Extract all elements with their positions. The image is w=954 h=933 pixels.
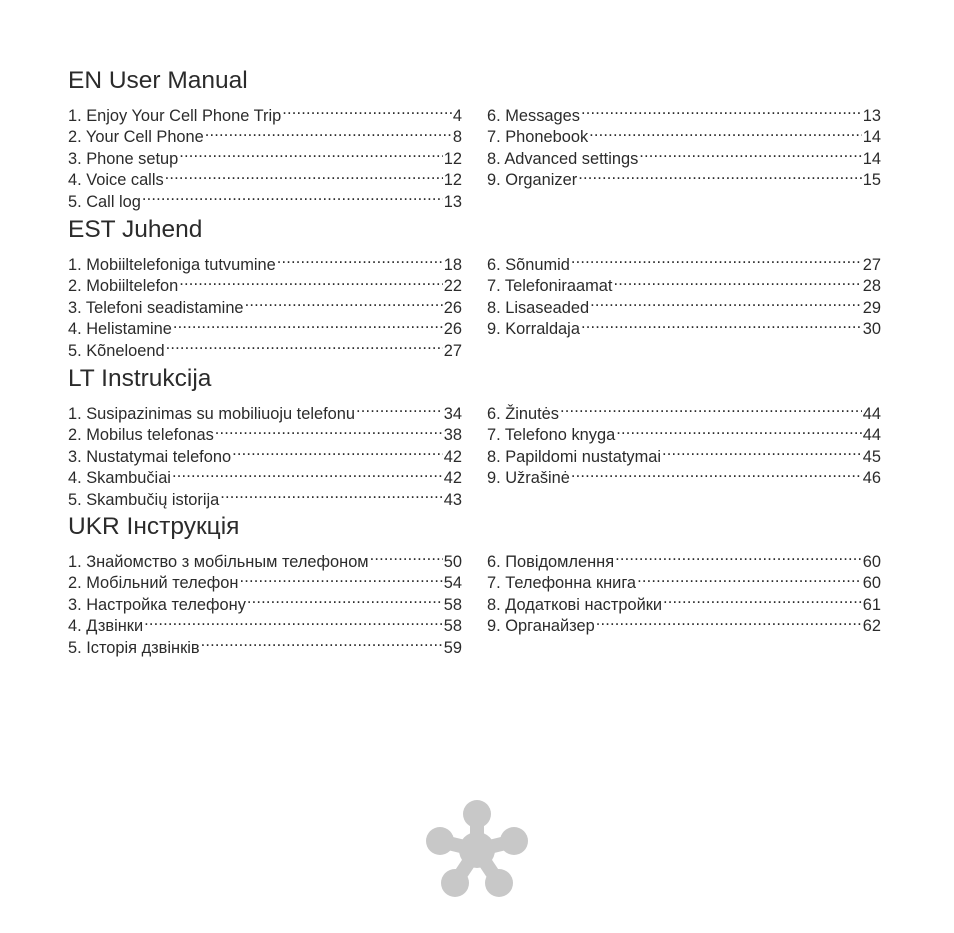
toc-entry-title: 6. Žinutės <box>487 404 559 423</box>
dot-leader <box>215 419 443 441</box>
dot-leader <box>637 567 862 589</box>
toc-entry-title: 4. Voice calls <box>68 171 164 189</box>
dot-leader <box>172 462 443 484</box>
toc-entry-title: 9. Korraldaja <box>487 320 580 338</box>
toc-entry-title: 6. Sõnumid <box>487 255 570 274</box>
toc-entry-title: 2. Мобільний телефон <box>68 574 239 592</box>
toc-entry-page-number: 14 <box>862 128 881 146</box>
toc-entry-title: 2. Mobiiltelefon <box>68 277 179 295</box>
toc-section <box>68 365 881 509</box>
toc-section <box>68 513 881 657</box>
toc-entry-page-number: 58 <box>443 595 462 614</box>
toc-entry[interactable] <box>487 99 881 125</box>
toc-column-left <box>68 248 462 360</box>
toc-entry-page-number: 15 <box>862 171 881 189</box>
toc-entry-title: 5. Kõneloend <box>68 341 165 360</box>
dot-leader <box>205 121 452 143</box>
dot-leader <box>596 610 862 632</box>
toc-entry-page-number: 22 <box>443 277 462 295</box>
toc-entry-page-number: 13 <box>862 106 881 125</box>
dot-leader <box>173 313 443 335</box>
dot-leader <box>142 185 443 207</box>
toc-entry-title: 4. Дзвінки <box>68 617 144 635</box>
toc-entry-title: 5. Skambučių istorija <box>68 490 220 509</box>
toc-entry-page-number: 50 <box>443 552 462 571</box>
dot-leader <box>571 462 862 484</box>
toc-entry-page-number: 30 <box>862 320 881 338</box>
toc-entry-title: 8. Додаткові настройки <box>487 595 663 614</box>
toc-entry-title: 8. Advanced settings <box>487 149 639 168</box>
dot-leader <box>578 164 862 186</box>
toc-entry-page-number: 29 <box>862 298 881 317</box>
toc-column-right <box>487 545 881 635</box>
dot-leader <box>615 545 862 567</box>
toc-column-left <box>68 545 462 657</box>
toc-entry-page-number: 27 <box>443 341 462 360</box>
toc-column-right <box>487 248 881 338</box>
toc-column-right <box>487 397 881 487</box>
toc-entry-page-number: 14 <box>862 149 881 168</box>
toc-entry-page-number: 54 <box>443 574 462 592</box>
toc-entry-title: 1. Знайомство з мобільным телефоном <box>68 552 369 571</box>
toc-entry-title: 3. Nustatymai telefono <box>68 447 232 466</box>
dot-leader <box>356 397 443 419</box>
toc-entry[interactable] <box>487 397 881 423</box>
toc-entry-title: 7. Phonebook <box>487 128 589 146</box>
dot-leader <box>613 270 861 292</box>
toc-entry-title: 9. Organizer <box>487 171 578 189</box>
dot-leader <box>639 142 862 164</box>
toc-section <box>68 67 881 211</box>
toc-entry-page-number: 59 <box>443 638 462 657</box>
dot-leader <box>247 588 443 610</box>
toc-entry-page-number: 58 <box>443 617 462 635</box>
toc-entry[interactable] <box>68 99 462 125</box>
toc-entry-page-number: 27 <box>862 255 881 274</box>
toc-entry-title: 1. Enjoy Your Cell Phone Trip <box>68 106 282 125</box>
dot-leader <box>282 99 452 121</box>
toc-entry-title: 4. Helistamine <box>68 320 172 338</box>
toc-entry-title: 2. Mobilus telefonas <box>68 426 214 444</box>
toc-entry-page-number: 18 <box>443 255 462 274</box>
toc-entry-title: 4. Skambučiai <box>68 469 171 487</box>
dot-leader <box>581 99 862 121</box>
dot-leader <box>662 440 862 462</box>
toc-column-left <box>68 99 462 211</box>
toc-entry-page-number: 12 <box>443 149 462 168</box>
dot-leader <box>245 291 443 313</box>
toc-entry-title: 6. Повідомлення <box>487 552 615 571</box>
section-title: EN User Manual <box>68 67 248 94</box>
toc-entry-page-number: 4 <box>452 106 462 125</box>
toc-entry-page-number: 28 <box>862 277 881 295</box>
dot-leader <box>277 248 443 270</box>
toc-entry-page-number: 44 <box>862 404 881 423</box>
toc-section <box>68 216 881 360</box>
toc-column-right <box>487 99 881 189</box>
toc-entry-page-number: 38 <box>443 426 462 444</box>
toc-entry-page-number: 60 <box>862 574 881 592</box>
toc-entry[interactable] <box>68 545 462 571</box>
toc-entry-page-number: 42 <box>443 447 462 466</box>
dot-leader <box>144 610 443 632</box>
toc-entry-page-number: 45 <box>862 447 881 466</box>
flower-logo-icon <box>420 798 534 898</box>
toc-column-left <box>68 397 462 509</box>
dot-leader <box>589 121 862 143</box>
dot-leader <box>616 419 862 441</box>
toc-entry-title: 7. Telefoniraamat <box>487 277 613 295</box>
toc-entry-page-number: 34 <box>443 404 462 423</box>
dot-leader <box>179 142 442 164</box>
toc-entry-title: 8. Lisaseaded <box>487 298 590 317</box>
toc-entry[interactable] <box>68 248 462 274</box>
dot-leader <box>560 397 862 419</box>
section-title: LT Instrukcija <box>68 365 212 392</box>
dot-leader <box>370 545 443 567</box>
toc-entry-page-number: 60 <box>862 552 881 571</box>
toc-entry-page-number: 26 <box>443 320 462 338</box>
section-title: EST Juhend <box>68 216 203 243</box>
dot-leader <box>166 334 443 356</box>
toc-entry-title: 3. Phone setup <box>68 149 179 168</box>
toc-entry-title: 9. Органайзер <box>487 617 595 635</box>
toc-entry-page-number: 46 <box>862 469 881 487</box>
toc-entry-title: 1. Mobiiltelefoniga tutvumine <box>68 255 276 274</box>
dot-leader <box>179 270 443 292</box>
toc-entry-title: 1. Susipazinimas su mobiliuoju telefonu <box>68 404 355 423</box>
dot-leader <box>581 313 862 335</box>
dot-leader <box>663 588 862 610</box>
section-title: UKR Інструкція <box>68 513 240 540</box>
toc-entry-page-number: 12 <box>443 171 462 189</box>
dot-leader <box>590 291 862 313</box>
dot-leader <box>239 567 442 589</box>
toc-entry-page-number: 13 <box>443 192 462 211</box>
toc-entry-page-number: 8 <box>452 128 462 146</box>
toc-entry[interactable] <box>487 545 881 571</box>
toc-entry[interactable] <box>487 248 881 274</box>
toc-entry-page-number: 44 <box>862 426 881 444</box>
toc-entry-title: 3. Telefoni seadistamine <box>68 298 244 317</box>
toc-entry-title: 7. Telefono knyga <box>487 426 616 444</box>
toc-entry-page-number: 43 <box>443 490 462 509</box>
dot-leader <box>201 631 443 653</box>
toc-entry-title: 8. Papildomi nustatymai <box>487 447 662 466</box>
toc-entry-page-number: 42 <box>443 469 462 487</box>
toc-entry-title: 6. Messages <box>487 106 580 125</box>
toc-entry-page-number: 61 <box>862 595 881 614</box>
toc-entry-title: 7. Телефонна книга <box>487 574 637 592</box>
toc-entry-title: 2. Your Cell Phone <box>68 128 204 146</box>
toc-entry-page-number: 26 <box>443 298 462 317</box>
toc-entry-title: 5. Call log <box>68 192 141 211</box>
toc-entry-title: 3. Настройка телефону <box>68 595 246 614</box>
toc-entry-title: 5. Історія дзвінків <box>68 638 200 657</box>
toc-entry[interactable] <box>68 397 462 423</box>
toc-entry-title: 9. Užrašinė <box>487 469 570 487</box>
dot-leader <box>232 440 443 462</box>
dot-leader <box>571 248 862 270</box>
toc-entry-page-number: 62 <box>862 617 881 635</box>
dot-leader <box>165 164 443 186</box>
dot-leader <box>220 483 443 505</box>
